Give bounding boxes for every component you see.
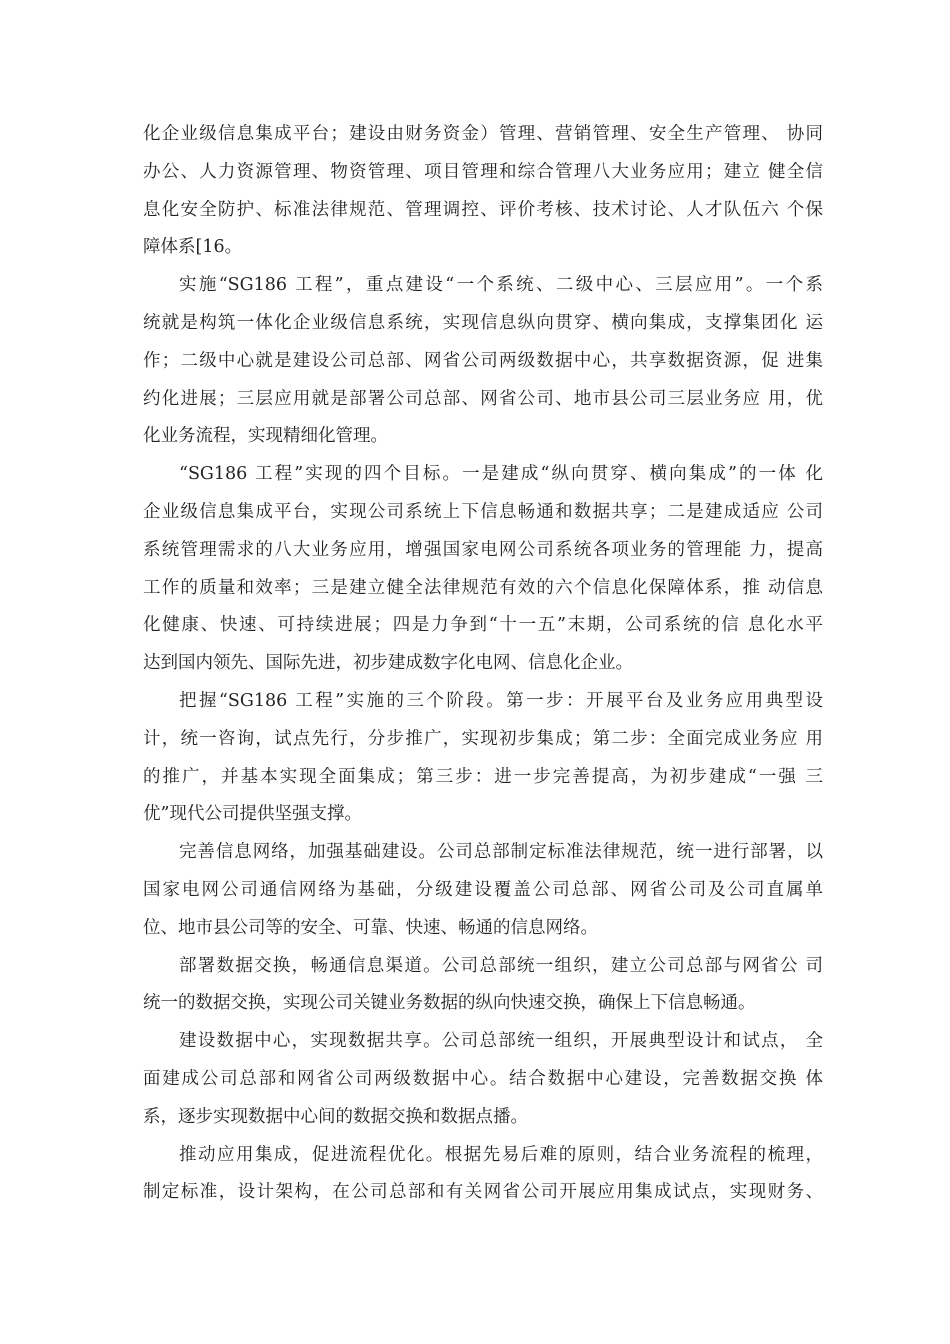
text-line: 位、地市县公司等的安全、可靠、快速、畅通的信息网络。 <box>143 917 598 938</box>
text-line: 企业级信息集成平台，实现公司系统上下信息畅通和数据共享；二是建成适应 公司 <box>143 501 823 522</box>
text-line: 工作的质量和效率；三是建立健全法律规范有效的六个信息化保障体系，推 动信息 <box>143 577 823 598</box>
text-line: 化业务流程，实现精细化管理。 <box>143 426 388 447</box>
text-line: 制定标准，设计架构，在公司总部和有关网省公司开展应用集成试点，实现财务、 <box>143 1182 823 1203</box>
text-line: 办公、人力资源管理、物资管理、项目管理和综合管理八大业务应用；建立 健全信 <box>143 161 823 182</box>
paragraph <box>143 683 823 834</box>
text-line: 优”现代公司提供坚强支撑。 <box>143 804 362 825</box>
text-line: 建设数据中心，实现数据共享。公司总部统一组织，开展典型设计和试点， 全 <box>179 1031 823 1052</box>
text-line: 化健康、快速、可持续进展；四是力争到“十一五”末期，公司系统的信 息化水平 <box>143 615 823 636</box>
paragraph <box>143 116 823 267</box>
text-line: 部署数据交换，畅通信息渠道。公司总部统一组织，建立公司总部与网省公 司 <box>179 955 823 976</box>
text-line: “SG186 工程”实现的四个目标。一是建成“纵向贯穿、横向集成”的一体 化 <box>179 464 823 485</box>
paragraph <box>143 834 823 947</box>
text-line: 达到国内领先、国际先进，初步建成数字化电网、信息化企业。 <box>143 653 633 674</box>
text-line: 国家电网公司通信网络为基础，分级建设覆盖公司总部、网省公司及公司直属单 <box>143 879 823 900</box>
text-line: 完善信息网络，加强基础建设。公司总部制定标准法律规范，统一进行部署，以 <box>179 842 823 863</box>
paragraph <box>143 267 823 456</box>
paragraph <box>143 456 823 683</box>
paragraph <box>143 948 823 1024</box>
text-line: 息化安全防护、标准法律规范、管理调控、评价考核、技术讨论、人才队伍六 个保 <box>143 199 823 220</box>
text-line: 面建成公司总部和网省公司两级数据中心。结合数据中心建设，完善数据交换 体 <box>143 1068 823 1089</box>
text-line: 把握“SG186 工程”实施的三个阶段。第一步：开展平台及业务应用典型设 <box>179 690 823 711</box>
text-line: 作；二级中心就是建设公司总部、网省公司两级数据中心，共享数据资源，促 进集 <box>143 350 823 371</box>
text-line: 推动应用集成，促进流程优化。根据先易后难的原则，结合业务流程的梳理， <box>179 1144 823 1165</box>
text-line: 统就是构筑一体化企业级信息系统，实现信息纵向贯穿、横向集成，支撑集团化 运 <box>143 312 823 333</box>
text-line: 化企业级信息集成平台；建设由财务资金）管理、营销管理、安全生产管理、 协同 <box>143 124 823 144</box>
body-text <box>143 116 823 1212</box>
text-line: 实施“SG186 工程”，重点建设“一个系统、二级中心、三层应用”。一个系 <box>179 275 823 296</box>
text-line: 计，统一咨询，试点先行，分步推广，实现初步集成；第二步：全面完成业务应 用 <box>143 728 823 749</box>
text-line: 系统管理需求的八大业务应用，增强国家电网公司系统各项业务的管理能 力，提高 <box>143 539 823 560</box>
text-line: 统一的数据交换，实现公司关键业务数据的纵向快速交换，确保上下信息畅通。 <box>143 993 756 1014</box>
text-line: 约化进展；三层应用就是部署公司总部、网省公司、地市县公司三层业务应 用，优 <box>143 388 823 409</box>
text-line: 的推广，并基本实现全面集成；第三步：进一步完善提高，为初步建成“一强 三 <box>143 766 823 787</box>
text-line: 障体系[16。 <box>143 237 243 258</box>
text-line: 系，逐步实现数据中心间的数据交换和数据点播。 <box>143 1106 528 1127</box>
paragraph <box>143 1137 823 1213</box>
paragraph <box>143 1023 823 1136</box>
